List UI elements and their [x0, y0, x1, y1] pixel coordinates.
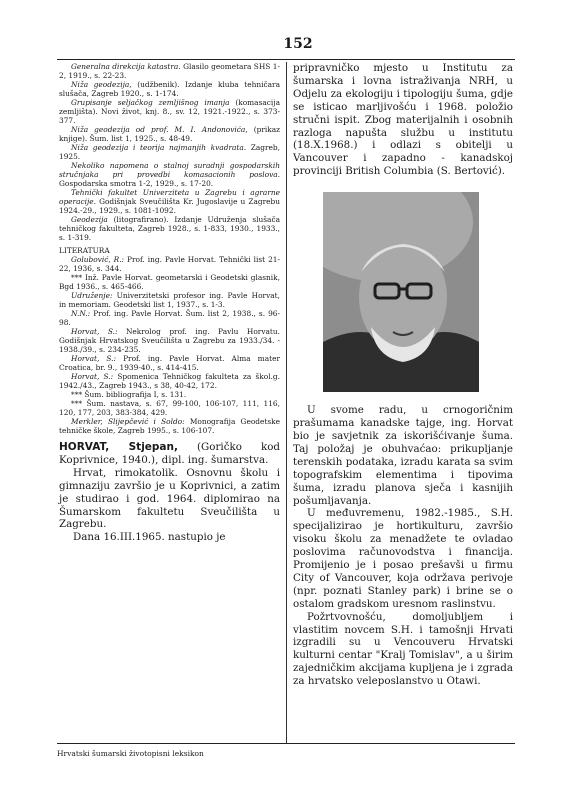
lit-item: Golubović, R.: Prof. ing. Pavle Horvat. Tehnički list 21-22, 1936, s. 344. [59, 255, 280, 273]
lit-item: Merkler, Slijepčević i Soldo: Monografija Geodetske tehničke škole, Zagreb 1995., s. 106-107. [59, 417, 280, 435]
entry-paragraph: Požrtvovnošću, domoljubljem i vlastitim novcem S.H. i tamošnji Hrvati izgradili su u Vencouveru Hrvatski kulturni centar "Kralj Tomislav", a u širim zajedničkim akcijama kupljena je i zgrada za hrvatsko veleposlanstvo u Otawi. [293, 610, 513, 688]
lit-item: *** Inž. Pavle Horvat. geometarski i Geodetski glasnik, Bgd 1936., s. 465-466. [59, 273, 280, 291]
lit-item: *** Šum. bibliografija I, s. 131. [71, 390, 187, 399]
footer-title: Hrvatski šumarski životopisni leksikon [57, 749, 204, 758]
portrait-image [323, 192, 479, 392]
entry-body [59, 467, 280, 544]
bibliography-list [59, 62, 280, 435]
bib-item: Niža geodezija, (udžbenik). Izdanje kluba tehničara slušača, Zagreb 1920., s. 1-174. [59, 80, 280, 98]
lit-item: Udruženje: Univerzitetski profesor ing. Pavle Horvat, in memoriam. Geodetski list 1, 1937., s. 1-3. [59, 291, 280, 309]
column-divider [286, 62, 287, 744]
entry-paragraph: pripravničko mjesto u Institutu za šumarska i lovna istraživanja NRH, u Odjelu za ekologiju i tipologiju šuma, gdje se isticao marljivošću i 1968. položio stručni ispit. Zbog materijalnih i osobnih razloga napušta službu u institutu (18.X.1968.) i odlazi s obitelji u Vancouver i zapadno - kanadskoj provinciji British Columbia (S. Bertović). [293, 62, 513, 178]
lit-item: Horvat, S.: Nekrolog prof. ing. Pavlu Horvatu. Godišnjak Hrvatskog Sveučilišta u Zagrebu za 1933./34. - 1938./39., s. 234-235. [59, 327, 280, 354]
header-rule [57, 59, 515, 60]
page-number: 152 [283, 36, 313, 52]
bib-item: Tehnički fakultet Univerziteta u Zagrebu i agrarne operacije. Godišnjak Sveučilišta Kr. Jugoslavije u Zagrebu 1924.-29., 1929., s. 1081-1092. [59, 188, 280, 215]
lit-item: *** Šum. nastava, s. 67, 99-100, 106-107, 111, 116, 120, 177, 203, 383-384, 429. [59, 399, 280, 417]
bib-item: Geodezija (litografirano). Izdanje Udruženja slušača tehničkog fakulteta, Zagreb 1928., s. 1-833, 1930., 1933., s. 1-319. [59, 215, 280, 242]
literature-heading: LITERATURA [59, 246, 110, 255]
lit-item: N.N.: Prof. ing. Pavle Horvat. Šum. list 2, 1938., s. 96-98. [59, 309, 280, 327]
bib-item: Niža geodezija i teorija najmanjih kvadrata. Zagreb, 1925. [59, 143, 281, 161]
left-column [59, 62, 280, 544]
right-body [293, 404, 513, 688]
entry-name: HORVAT, Stjepan, [59, 441, 178, 453]
entry-paragraph: Hrvat, rimokatolik. Osnovnu školu i gimnaziju završio je u Koprivnici, a zatim je studirao i god. 1964. diplomirao na Šumarskom fakultetu Sveučilišta u Zagrebu. [59, 466, 280, 531]
entry-heading: HORVAT, Stjepan, (Goričko kod Koprivnice, 1940.), dipl. ing. šumarstva. [59, 441, 280, 466]
bib-item: Nekoliko napomena o stalnoj suradnji gospodarskih stručnjaka pri provedbi komasacionih poslova. Gospodarska smotra 1-2, 1929., s. 17-20. [59, 161, 280, 188]
portrait-photo [323, 192, 479, 392]
bib-item: Grupisanje seljačkog zemljišnog imanja (komasacija zemljišta). Novi život, knj. 8., sv. 12, 1921.-1922., s. 373-377. [59, 98, 280, 125]
entry-paragraph: U svome radu, u crnogoričnim prašumama kanadske tajge, ing. Horvat bio je savjetnik za iskorišćivanje šuma. Taj položaj je obuhvaćao: prikupljanje terenskih podataka, izradu karata sa svim topografskim elementima i tipovima šuma, izradu planova sječa i kasnijih pošumljavanja. [293, 404, 513, 507]
right-column [293, 62, 513, 688]
bib-item: Niža geodezija od prof. M. I. Andonovića, (prikaz knjige). Šum. list 1, 1925., s. 48-49. [59, 125, 280, 143]
entry-paragraph: Dana 16.III.1965. nastupio je [73, 531, 226, 544]
footer-rule [57, 743, 515, 744]
lit-item: Horvat, S.: Spomenica Tehničkog fakulteta za škol.g. 1942./43., Zagreb 1943., s 38, 40-42, 172. [59, 372, 280, 390]
continued-text [293, 62, 513, 178]
bib-item: Generalna direkcija katastra. Glasilo geometara SHS 1-2, 1919., s. 22-23. [59, 62, 280, 80]
entry-paragraph: U međuvremenu, 1982.-1985., S.H. specijalizirao je hortikulturu, završio visoku školu za menadžete te ovladao poslovima računovodstva i financija. Promijenio je i posao prešavši u firmu City of Vancouver, koja održava perivoje (npr. poznati Stanley park) i brine se o ostalom gradskom uresnom raslinstvu. [293, 507, 513, 610]
lit-item: Horvat, S.: Prof. ing. Pavle Horvat. Alma mater Croatica, br. 9., 1939-40., s. 414-415. [59, 354, 280, 372]
